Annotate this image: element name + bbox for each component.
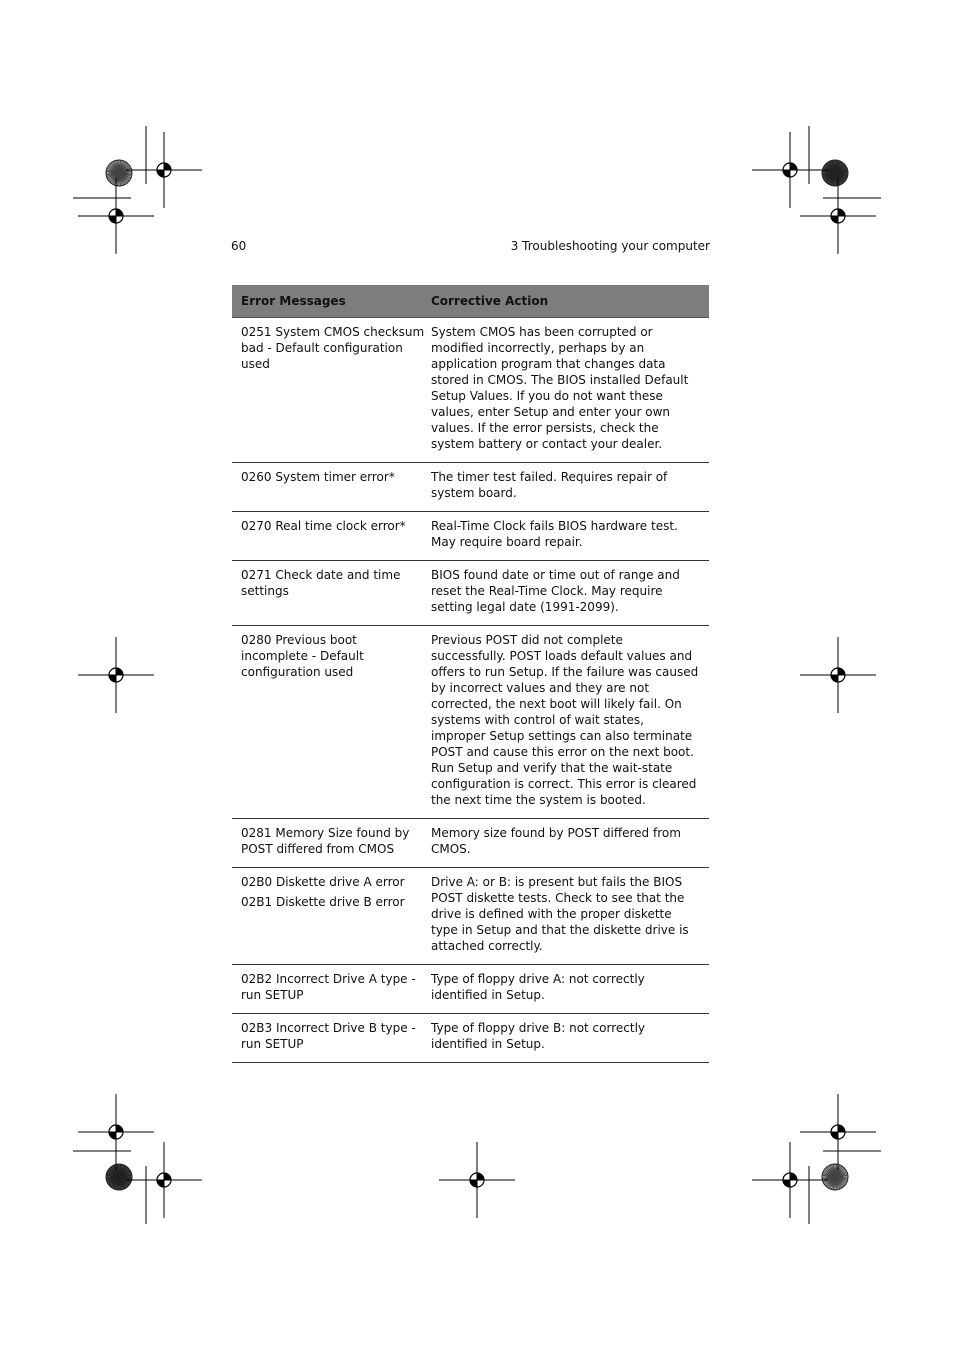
error-message: 02B1 Diskette drive B error	[241, 895, 405, 909]
error-message-cell	[232, 469, 431, 501]
trim-line	[809, 126, 810, 184]
crosshair-mark-icon	[800, 1094, 876, 1170]
corrective-action-cell: System CMOS has been corrupted or modified incorrectly, perhaps by an application program that changes data stored in CMOS. The BIOS installed Default Setup Values. If you do not want these values, enter Setup and enter your own values. If the error persists, check the system battery or contact your dealer.	[431, 325, 689, 451]
error-message: 0280 Previous boot incomplete - Default configuration used	[241, 633, 364, 679]
error-message: 02B2 Incorrect Drive A type - run SETUP	[241, 972, 416, 1002]
table-row	[232, 512, 709, 561]
crosshair-mark-icon	[78, 178, 154, 254]
table-row	[232, 1014, 709, 1063]
error-message: 0271 Check date and time settings	[241, 568, 401, 598]
corrective-action-cell: Drive A: or B: is present but fails the BIOS POST diskette tests. Check to see that the drive is defined with the proper diskette type in Setup and that the diskette drive is attached correctly.	[431, 875, 689, 953]
table-body	[232, 318, 709, 1063]
error-message-cell	[232, 324, 431, 452]
error-message-cell	[232, 825, 431, 857]
error-message-cell	[232, 632, 431, 808]
table-row	[232, 819, 709, 868]
table-row	[232, 965, 709, 1014]
error-message: 0270 Real time clock error*	[241, 519, 406, 533]
error-message-cell	[232, 567, 431, 615]
error-message: 02B0 Diskette drive A error	[241, 875, 405, 889]
error-messages-table	[232, 285, 709, 1063]
trim-line	[823, 198, 881, 199]
corrective-action-cell: Type of floppy drive B: not correctly identified in Setup.	[431, 1021, 646, 1051]
error-message: 02B3 Incorrect Drive B type - run SETUP	[241, 1021, 416, 1051]
table-header	[232, 285, 709, 318]
running-header: 3 Troubleshooting your computer	[510, 239, 710, 253]
column-header-corrective-action: Corrective Action	[431, 294, 549, 308]
table-row	[232, 626, 709, 819]
table-row	[232, 561, 709, 626]
table-row	[232, 318, 709, 463]
error-message: 0260 System timer error*	[241, 470, 395, 484]
trim-line	[73, 1151, 131, 1152]
error-message-cell	[232, 971, 431, 1003]
error-message-cell	[232, 518, 431, 550]
crosshair-mark-icon	[78, 637, 154, 713]
crosshair-mark-icon	[439, 1142, 515, 1218]
trim-line	[809, 1166, 810, 1224]
page-number: 60	[231, 239, 247, 253]
corrective-action-cell: Memory size found by POST differed from CMOS.	[431, 826, 681, 856]
corrective-action-cell: Previous POST did not complete successfully. POST loads default values and offers to run Setup. If the failure was caused by incorrect values and they are not corrected, the next boot will likely fail. On systems with control of wait states, improper Setup settings can also terminate POST and cause this error on the next boot. Run Setup and verify that the wait-state configuration is correct. This error is cleared the next time the system is booted.	[431, 633, 699, 807]
corrective-action-cell: BIOS found date or time out of range and reset the Real-Time Clock. May require setting legal date (1991-2099).	[431, 568, 680, 614]
error-message-cell	[232, 1020, 431, 1052]
corrective-action-cell: The timer test failed. Requires repair of system board.	[431, 470, 668, 500]
error-message-cell	[232, 874, 431, 954]
trim-line	[146, 1166, 147, 1224]
corrective-action-cell: Real-Time Clock fails BIOS hardware test. May require board repair.	[431, 519, 678, 549]
table-row	[232, 463, 709, 512]
crosshair-mark-icon	[800, 637, 876, 713]
error-message: 0251 System CMOS checksum bad - Default configuration used	[241, 325, 425, 371]
trim-line	[823, 1151, 881, 1152]
corrective-action-cell: Type of floppy drive A: not correctly identified in Setup.	[431, 972, 645, 1002]
trim-line	[146, 126, 147, 184]
table-row	[232, 868, 709, 965]
error-message: 0281 Memory Size found by POST differed from CMOS	[241, 826, 410, 856]
column-header-error-messages: Error Messages	[241, 294, 346, 308]
crosshair-mark-icon	[78, 1094, 154, 1170]
crosshair-mark-icon	[800, 178, 876, 254]
trim-line	[73, 198, 131, 199]
